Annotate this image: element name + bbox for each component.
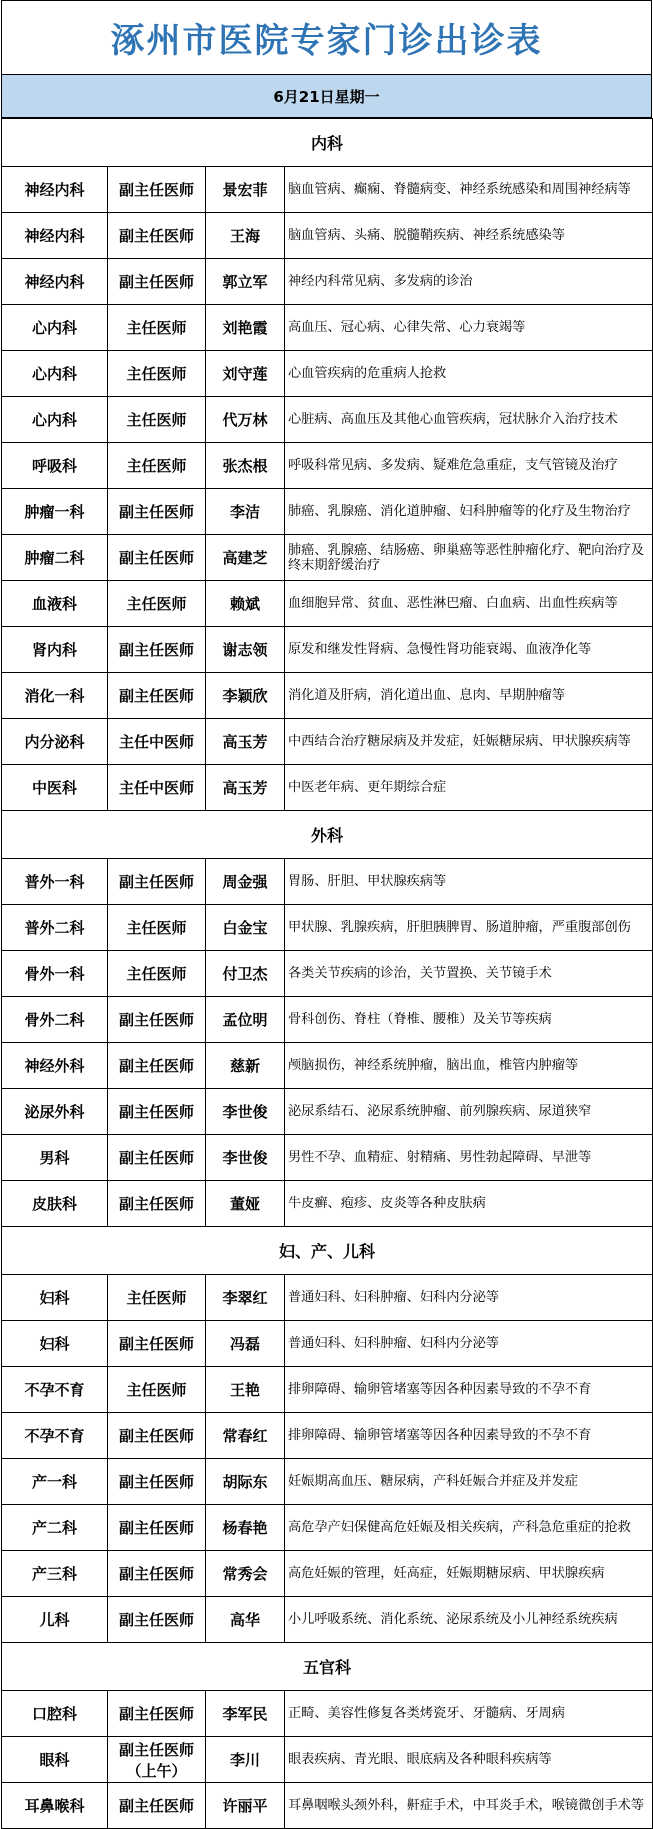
specialty-cell: 骨科创伤、脊柱（脊椎、腰椎）及关节等疾病	[285, 997, 653, 1043]
table-row	[2, 351, 653, 397]
department-cell: 普外二科	[2, 905, 108, 951]
department-cell: 产二科	[2, 1505, 108, 1551]
table-row	[2, 1737, 653, 1783]
table-row	[2, 1597, 653, 1643]
department-cell: 妇科	[2, 1275, 108, 1321]
specialty-cell: 胃肠、肝胆、甲状腺疾病等	[285, 859, 653, 905]
date-banner: 6月21日星期一	[1, 74, 652, 118]
specialty-cell: 高血压、冠心病、心律失常、心力衰竭等	[285, 305, 653, 351]
title-cell: 主任医师	[108, 443, 206, 489]
specialty-cell: 排卵障碍、输卵管堵塞等因各种因素导致的不孕不育	[285, 1413, 653, 1459]
section-header	[2, 1643, 653, 1691]
table-row	[2, 305, 653, 351]
department-cell: 男科	[2, 1135, 108, 1181]
title-cell: 副主任医师	[108, 1691, 206, 1737]
department-cell: 神经内科	[2, 213, 108, 259]
table-row	[2, 259, 653, 305]
doctor-cell: 付卫杰	[206, 951, 285, 997]
doctor-cell: 刘守莲	[206, 351, 285, 397]
specialty-cell: 高危妊娠的管理，妊高症，妊娠期糖尿病、甲状腺疾病	[285, 1551, 653, 1597]
title-cell: 主任医师	[108, 397, 206, 443]
specialty-cell: 牛皮癣、疱疹、皮炎等各种皮肤病	[285, 1181, 653, 1227]
department-cell: 消化一科	[2, 673, 108, 719]
doctor-cell: 白金宝	[206, 905, 285, 951]
title-cell: 副主任医师	[108, 1783, 206, 1829]
department-cell: 儿科	[2, 1597, 108, 1643]
doctor-cell: 李世俊	[206, 1135, 285, 1181]
specialty-cell: 各类关节疾病的诊治，关节置换、关节镜手术	[285, 951, 653, 997]
doctor-cell: 李川	[206, 1737, 285, 1783]
section-header	[2, 811, 653, 859]
title-cell: 副主任医师	[108, 1321, 206, 1367]
department-cell: 内分泌科	[2, 719, 108, 765]
department-cell: 心内科	[2, 305, 108, 351]
title-cell: 副主任医师	[108, 673, 206, 719]
department-cell: 骨外一科	[2, 951, 108, 997]
department-cell: 不孕不育	[2, 1367, 108, 1413]
doctor-cell: 杨春艳	[206, 1505, 285, 1551]
department-cell: 皮肤科	[2, 1181, 108, 1227]
department-cell: 不孕不育	[2, 1413, 108, 1459]
doctor-cell: 代万林	[206, 397, 285, 443]
title-cell: 副主任医师	[108, 1181, 206, 1227]
specialty-cell: 正畸、美容性修复各类烤瓷牙、牙髓病、牙周病	[285, 1691, 653, 1737]
department-cell: 血液科	[2, 581, 108, 627]
schedule-sheet	[1, 0, 652, 1829]
specialty-cell: 呼吸科常见病、多发病、疑难危急重症，支气管镜及治疗	[285, 443, 653, 489]
specialty-cell: 肺癌、乳腺癌、消化道肿瘤、妇科肿瘤等的化疗及生物治疗	[285, 489, 653, 535]
title-cell: 主任医师	[108, 905, 206, 951]
table-row	[2, 1135, 653, 1181]
doctor-cell: 许丽平	[206, 1783, 285, 1829]
table-row	[2, 1505, 653, 1551]
title-cell: 主任中医师	[108, 719, 206, 765]
section-header	[2, 1227, 653, 1275]
specialty-cell: 男性不孕、血精症、射精痛、男性勃起障碍、早泄等	[285, 1135, 653, 1181]
department-cell: 口腔科	[2, 1691, 108, 1737]
title-cell: 副主任医师	[108, 489, 206, 535]
doctor-cell: 王艳	[206, 1367, 285, 1413]
table-row	[2, 1459, 653, 1505]
specialty-cell: 小儿呼吸系统、消化系统、泌尿系统及小儿神经系统疾病	[285, 1597, 653, 1643]
department-cell: 呼吸科	[2, 443, 108, 489]
department-cell: 肿瘤二科	[2, 535, 108, 581]
specialty-cell: 脑血管病、癫痫、脊髓病变、神经系统感染和周围神经病等	[285, 167, 653, 213]
doctor-cell: 常春红	[206, 1413, 285, 1459]
doctor-cell: 景宏菲	[206, 167, 285, 213]
specialty-cell: 妊娠期高血压、糖尿病，产科妊娠合并症及并发症	[285, 1459, 653, 1505]
doctor-cell: 周金强	[206, 859, 285, 905]
specialty-cell: 高危孕产妇保健高危妊娠及相关疾病，产科急危重症的抢救	[285, 1505, 653, 1551]
doctor-cell: 高建芝	[206, 535, 285, 581]
department-cell: 心内科	[2, 397, 108, 443]
department-cell: 妇科	[2, 1321, 108, 1367]
department-cell: 中医科	[2, 765, 108, 811]
title-cell: 主任医师	[108, 305, 206, 351]
title-cell: 副主任医师（上午）	[108, 1737, 206, 1783]
department-cell: 耳鼻喉科	[2, 1783, 108, 1829]
table-row	[2, 1321, 653, 1367]
section-header	[2, 119, 653, 167]
title-cell: 主任医师	[108, 1367, 206, 1413]
department-cell: 肿瘤一科	[2, 489, 108, 535]
title-cell: 主任医师	[108, 581, 206, 627]
title-cell: 副主任医师	[108, 259, 206, 305]
title-cell: 副主任医师	[108, 1413, 206, 1459]
title-cell: 副主任医师	[108, 627, 206, 673]
specialty-cell: 神经内科常见病、多发病的诊治	[285, 259, 653, 305]
table-row	[2, 1783, 653, 1829]
doctor-cell: 董娅	[206, 1181, 285, 1227]
table-row	[2, 1691, 653, 1737]
doctor-cell: 王海	[206, 213, 285, 259]
table-row	[2, 859, 653, 905]
table-row	[2, 1551, 653, 1597]
table-row	[2, 1413, 653, 1459]
table-row	[2, 1367, 653, 1413]
title-cell: 副主任医师	[108, 167, 206, 213]
table-row	[2, 397, 653, 443]
specialty-cell: 心脏病、高血压及其他心血管疾病，冠状脉介入治疗技术	[285, 397, 653, 443]
table-row	[2, 719, 653, 765]
schedule-body	[2, 119, 653, 1829]
specialty-cell: 心血管疾病的危重病人抢救	[285, 351, 653, 397]
doctor-cell: 常秀会	[206, 1551, 285, 1597]
schedule-table	[1, 118, 653, 1829]
table-row	[2, 1275, 653, 1321]
table-row	[2, 765, 653, 811]
table-row	[2, 167, 653, 213]
page-title: 涿州市医院专家门诊出诊表	[1, 0, 652, 74]
table-row	[2, 1181, 653, 1227]
department-cell: 神经内科	[2, 167, 108, 213]
specialty-cell: 肺癌、乳腺癌、结肠癌、卵巢癌等恶性肿瘤化疗、靶向治疗及终末期舒缓治疗	[285, 535, 653, 581]
table-row	[2, 489, 653, 535]
specialty-cell: 消化道及肝病，消化道出血、息肉、早期肿瘤等	[285, 673, 653, 719]
title-cell: 主任医师	[108, 951, 206, 997]
specialty-cell: 血细胞异常、贫血、恶性淋巴瘤、白血病、出血性疾病等	[285, 581, 653, 627]
title-cell: 副主任医师	[108, 535, 206, 581]
table-row	[2, 997, 653, 1043]
table-row	[2, 905, 653, 951]
table-row	[2, 673, 653, 719]
department-cell: 产一科	[2, 1459, 108, 1505]
specialty-cell: 普通妇科、妇科肿瘤、妇科内分泌等	[285, 1321, 653, 1367]
table-row	[2, 1043, 653, 1089]
department-cell: 普外一科	[2, 859, 108, 905]
doctor-cell: 李世俊	[206, 1089, 285, 1135]
doctor-cell: 赖斌	[206, 581, 285, 627]
specialty-cell: 眼表疾病、青光眼、眼底病及各种眼科疾病等	[285, 1737, 653, 1783]
table-row	[2, 535, 653, 581]
table-row	[2, 443, 653, 489]
doctor-cell: 胡际东	[206, 1459, 285, 1505]
specialty-cell: 普通妇科、妇科肿瘤、妇科内分泌等	[285, 1275, 653, 1321]
specialty-cell: 脑血管病、头痛、脱髓鞘疾病、神经系统感染等	[285, 213, 653, 259]
section-title: 五官科	[2, 1643, 653, 1691]
doctor-cell: 慈新	[206, 1043, 285, 1089]
doctor-cell: 郭立军	[206, 259, 285, 305]
title-cell: 主任医师	[108, 351, 206, 397]
title-cell: 副主任医师	[108, 1135, 206, 1181]
table-row	[2, 213, 653, 259]
title-cell: 副主任医师	[108, 1597, 206, 1643]
title-cell: 副主任医师	[108, 1043, 206, 1089]
department-cell: 神经外科	[2, 1043, 108, 1089]
title-cell: 副主任医师	[108, 1089, 206, 1135]
title-cell: 副主任医师	[108, 1551, 206, 1597]
specialty-cell: 排卵障碍、输卵管堵塞等因各种因素导致的不孕不育	[285, 1367, 653, 1413]
section-title: 外科	[2, 811, 653, 859]
department-cell: 肾内科	[2, 627, 108, 673]
doctor-cell: 谢志领	[206, 627, 285, 673]
title-cell: 副主任医师	[108, 1505, 206, 1551]
title-cell: 副主任医师	[108, 859, 206, 905]
title-cell: 副主任医师	[108, 213, 206, 259]
title-cell: 副主任医师	[108, 997, 206, 1043]
department-cell: 骨外二科	[2, 997, 108, 1043]
specialty-cell: 原发和继发性肾病、急慢性肾功能衰竭、血液净化等	[285, 627, 653, 673]
specialty-cell: 甲状腺、乳腺疾病，肝胆胰脾胃、肠道肿瘤，严重腹部创伤	[285, 905, 653, 951]
table-row	[2, 627, 653, 673]
specialty-cell: 泌尿系结石、泌尿系统肿瘤、前列腺疾病、尿道狭窄	[285, 1089, 653, 1135]
doctor-cell: 李颖欣	[206, 673, 285, 719]
department-cell: 产三科	[2, 1551, 108, 1597]
title-cell: 主任医师	[108, 1275, 206, 1321]
table-row	[2, 1089, 653, 1135]
department-cell: 神经内科	[2, 259, 108, 305]
section-title: 内科	[2, 119, 653, 167]
department-cell: 心内科	[2, 351, 108, 397]
specialty-cell: 中西结合治疗糖尿病及并发症，妊娠糖尿病、甲状腺疾病等	[285, 719, 653, 765]
table-row	[2, 581, 653, 627]
doctor-cell: 高华	[206, 1597, 285, 1643]
specialty-cell: 颅脑损伤，神经系统肿瘤，脑出血，椎管内肿瘤等	[285, 1043, 653, 1089]
specialty-cell: 中医老年病、更年期综合症	[285, 765, 653, 811]
doctor-cell: 刘艳霞	[206, 305, 285, 351]
table-row	[2, 951, 653, 997]
doctor-cell: 孟位明	[206, 997, 285, 1043]
doctor-cell: 冯磊	[206, 1321, 285, 1367]
doctor-cell: 张杰根	[206, 443, 285, 489]
doctor-cell: 李军民	[206, 1691, 285, 1737]
doctor-cell: 李洁	[206, 489, 285, 535]
section-title: 妇、产、儿科	[2, 1227, 653, 1275]
doctor-cell: 高玉芳	[206, 765, 285, 811]
doctor-cell: 高玉芳	[206, 719, 285, 765]
title-cell: 主任中医师	[108, 765, 206, 811]
department-cell: 眼科	[2, 1737, 108, 1783]
doctor-cell: 李翠红	[206, 1275, 285, 1321]
specialty-cell: 耳鼻咽喉头颈外科，鼾症手术，中耳炎手术，喉镜微创手术等	[285, 1783, 653, 1829]
title-cell: 副主任医师	[108, 1459, 206, 1505]
department-cell: 泌尿外科	[2, 1089, 108, 1135]
